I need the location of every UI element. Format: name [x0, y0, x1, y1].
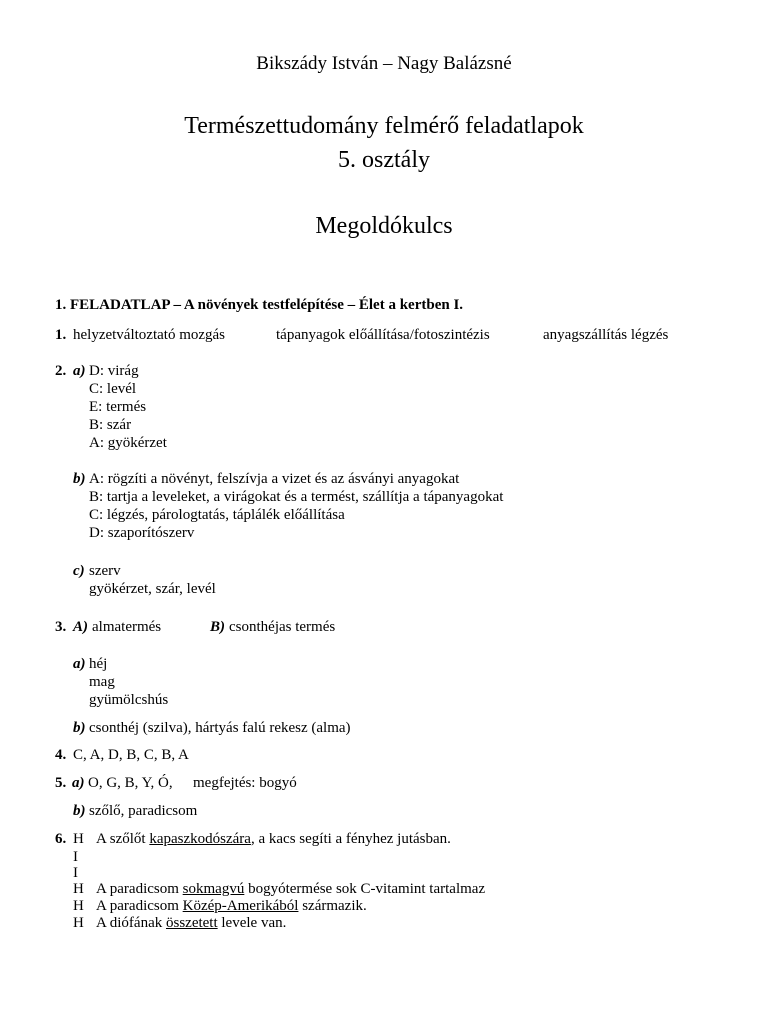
- q4-number: 4.: [55, 747, 67, 763]
- grade-title: 5. osztály: [338, 147, 430, 173]
- q6-underlined: kapaszkodószára: [149, 831, 251, 847]
- q2-number: 2.: [55, 363, 67, 379]
- q6-underlined: sokmagvú: [182, 881, 245, 897]
- q3-b-label: b): [73, 720, 86, 736]
- q3-A-label: A): [73, 619, 88, 635]
- sheet-heading: 1. FELADATLAP – A növények testfelépítése – Élet a kertben I.: [55, 297, 464, 313]
- q5-a-label: a): [72, 775, 85, 791]
- q1-number: 1.: [55, 327, 67, 343]
- q2-c-item: szerv: [89, 563, 121, 579]
- q2-b-item: A: rögzíti a növényt, felszívja a vizet és az ásványi anyagokat: [89, 471, 460, 487]
- q3-B-text: csonthéjas termés: [229, 619, 336, 635]
- q3-number: 3.: [55, 619, 67, 635]
- answer-key-title: Megoldókulcs: [315, 213, 453, 239]
- q3-B-label: B): [210, 619, 225, 635]
- q1-item-3: anyagszállítás légzés: [543, 327, 669, 343]
- q4-text: C, A, D, B, C, B, A: [73, 747, 189, 763]
- authors: Bikszády István – Nagy Balázsné: [256, 53, 512, 74]
- q3-a-item: héj: [89, 656, 108, 672]
- q6-mark: I: [73, 865, 78, 881]
- q6-mark: H: [73, 915, 84, 931]
- q2-a-label: a): [73, 363, 86, 379]
- q5-b-text: szőlő, paradicsom: [89, 803, 198, 819]
- q2-c-item: gyökérzet, szár, levél: [89, 581, 216, 597]
- q2-b-label: b): [73, 471, 86, 487]
- q6-statement: A paradicsom Közép-Amerikából származik.: [96, 898, 367, 914]
- q6-mark: H: [73, 881, 84, 897]
- q6-underlined: összetett: [165, 915, 218, 931]
- q6-mark: H: [73, 898, 84, 914]
- q5-b-label: b): [73, 803, 86, 819]
- q2-a-item: E: termés: [89, 399, 147, 415]
- q3-a-label: a): [73, 656, 86, 672]
- q2-c-label: c): [73, 563, 85, 579]
- q2-b-item: B: tartja a leveleket, a virágokat és a termést, szállítja a tápanyagokat: [89, 489, 504, 505]
- q3-a-item: gyümölcshús: [89, 692, 169, 708]
- q5-a-text: O, G, B, Y, Ó,: [88, 775, 173, 791]
- document-title: Természettudomány felmérő feladatlapok: [184, 113, 584, 139]
- q5-solution: megfejtés: bogyó: [193, 775, 297, 791]
- q6-underlined: Közép-Amerikából: [182, 898, 299, 914]
- q3-a-item: mag: [89, 674, 115, 690]
- q6-statement: A paradicsom sokmagvú bogyótermése sok C-vitamint tartalmaz: [96, 881, 486, 897]
- q2-a-item: A: gyökérzet: [89, 435, 167, 451]
- q3-b-text: csonthéj (szilva), hártyás falú rekesz (alma): [89, 720, 351, 736]
- q3-A-text: almatermés: [92, 619, 162, 635]
- q2-a-item: D: virág: [89, 363, 139, 379]
- q1-item-2: tápanyagok előállítása/fotoszintézis: [276, 327, 490, 343]
- q2-a-item: B: szár: [89, 417, 132, 433]
- q6-statement: A szőlőt kapaszkodószára, a kacs segíti a fényhez jutásban.: [96, 831, 451, 847]
- q6-number: 6.: [55, 831, 67, 847]
- q2-b-item: C: légzés, párologtatás, táplálék előállítása: [89, 507, 345, 523]
- q6-statement: A diófának összetett levele van.: [96, 915, 287, 931]
- q1-item-1: helyzetváltoztató mozgás: [73, 327, 226, 343]
- q6-mark: I: [73, 849, 78, 865]
- q5-number: 5.: [55, 775, 67, 791]
- q2-a-item: C: levél: [89, 381, 137, 397]
- q2-b-item: D: szaporítószerv: [89, 525, 195, 541]
- q6-mark: H: [73, 831, 84, 847]
